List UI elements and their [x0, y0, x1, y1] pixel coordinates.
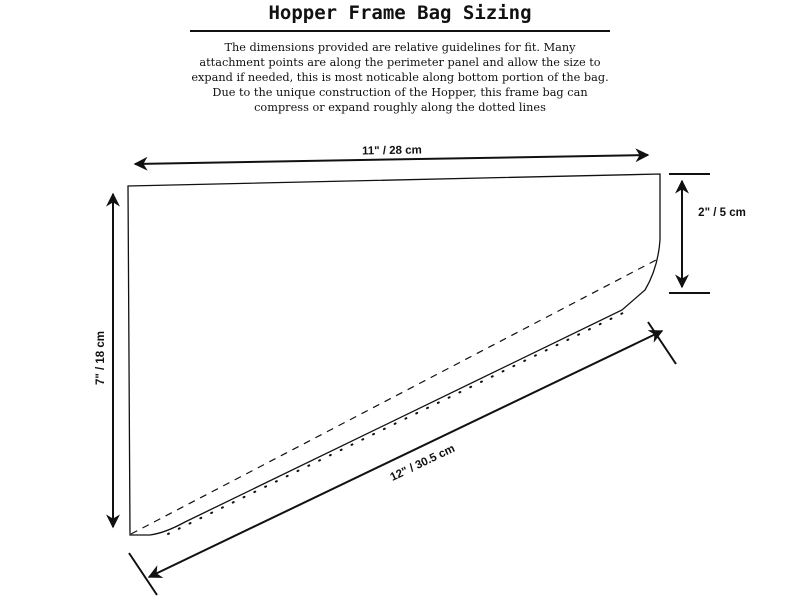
description-line: The dimensions provided are relative guidelines for fit. Many	[224, 41, 576, 54]
bottom-length-label: 12" / 30.5 cm	[388, 442, 457, 484]
description-line: Due to the unique construction of the Hopper, this frame bag can	[212, 86, 588, 99]
compress-dashed-line	[131, 259, 658, 534]
top-dimension-label: 11" / 28 cm	[361, 144, 422, 158]
expand-dotted-line	[168, 312, 625, 534]
description-line: compress or expand roughly along the dotted lines	[254, 101, 546, 114]
bottom-tick-left	[129, 553, 157, 595]
description-line: attachment points are along the perimeter panel and allow the size to	[199, 56, 601, 69]
bottom-tick-right	[648, 322, 676, 364]
rear-height-label: 2" / 5 cm	[698, 207, 746, 219]
diagram-title: Hopper Frame Bag Sizing	[268, 2, 532, 24]
bottom-length-arrow	[149, 331, 662, 577]
description-line: expand if needed, this is most noticable along bottom portion of the bag.	[191, 71, 609, 84]
front-height-label: 7" / 18 cm	[95, 330, 107, 386]
